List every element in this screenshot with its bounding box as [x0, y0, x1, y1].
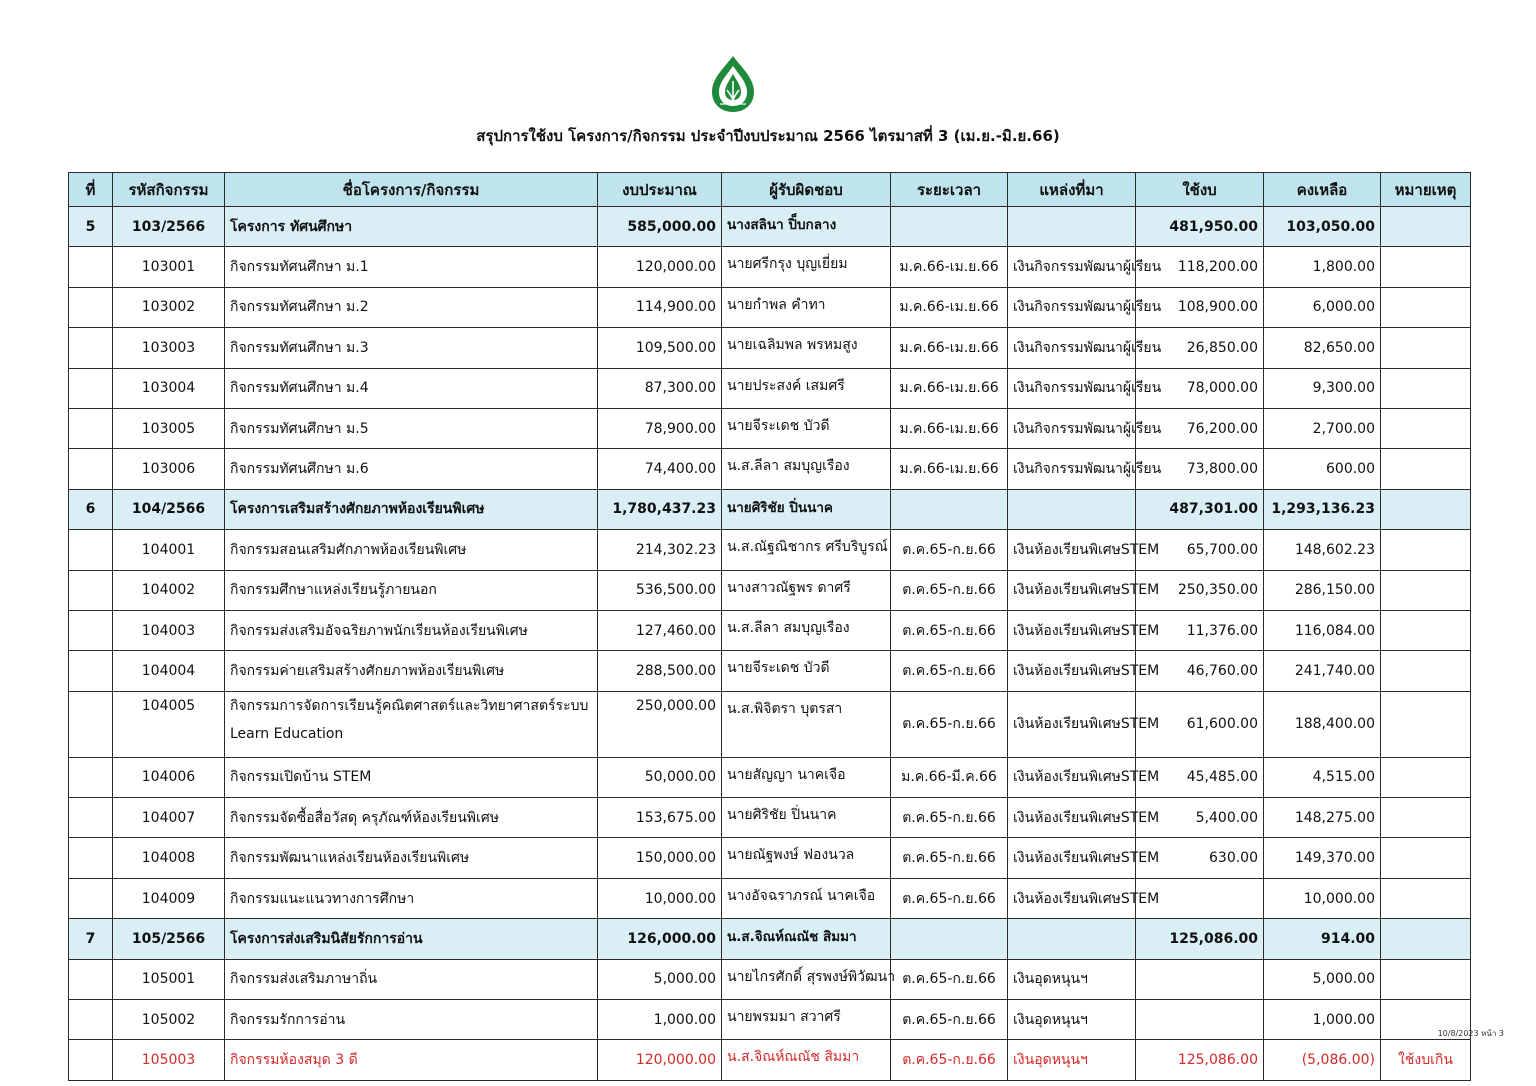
cell-source: เงินกิจกรรมพัฒนาผู้เรียน [1008, 287, 1136, 327]
cell-code: 104001 [113, 530, 225, 570]
cell-budget: 153,675.00 [598, 798, 722, 838]
header-code: รหัสกิจกรรม [113, 173, 225, 207]
header-name: ชื่อโครงการ/กิจกรรม [225, 173, 598, 207]
cell-no [69, 838, 113, 878]
cell-period: ต.ค.65-ก.ย.66 [891, 1000, 1008, 1040]
cell-remaining: 914.00 [1264, 919, 1381, 959]
cell-note [1381, 838, 1471, 878]
cell-source: เงินห้องเรียนพิเศษSTEM [1008, 878, 1136, 918]
cell-budget: 114,900.00 [598, 287, 722, 327]
cell-budget: 288,500.00 [598, 651, 722, 691]
cell-note [1381, 287, 1471, 327]
cell-period: ต.ค.65-ก.ย.66 [891, 959, 1008, 999]
cell-no [69, 530, 113, 570]
cell-budget: 1,000.00 [598, 1000, 722, 1040]
cell-note [1381, 207, 1471, 247]
cell-period: ม.ค.66-เม.ย.66 [891, 408, 1008, 448]
cell-no [69, 959, 113, 999]
cell-responsible: น.ส.ณัฐณิชากร ศรีบริบูรณ์ [722, 530, 891, 570]
cell-no [69, 878, 113, 918]
cell-source: เงินห้องเรียนพิเศษSTEM [1008, 570, 1136, 610]
cell-budget: 536,500.00 [598, 570, 722, 610]
cell-responsible: นายศรีกรุง บุญเยี่ยม [722, 247, 891, 287]
cell-code: 104/2566 [113, 489, 225, 529]
cell-note: ใช้งบเกิน [1381, 1040, 1471, 1080]
cell-responsible: นายสัญญา นาคเจือ [722, 757, 891, 797]
cell-budget: 150,000.00 [598, 838, 722, 878]
cell-name: กิจกรรมทัศนศึกษา ม.1 [225, 247, 598, 287]
activity-row [69, 798, 1471, 838]
cell-note [1381, 610, 1471, 650]
cell-spent: 78,000.00 [1136, 368, 1264, 408]
cell-name: กิจกรรมทัศนศึกษา ม.4 [225, 368, 598, 408]
cell-note [1381, 449, 1471, 489]
cell-period [891, 919, 1008, 959]
cell-source: เงินกิจกรรมพัฒนาผู้เรียน [1008, 328, 1136, 368]
cell-name: กิจกรรมส่งเสริมอัจฉริยภาพนักเรียนห้องเรียนพิเศษ [225, 610, 598, 650]
cell-code: 103/2566 [113, 207, 225, 247]
cell-spent: 108,900.00 [1136, 287, 1264, 327]
cell-period: ม.ค.66-เม.ย.66 [891, 368, 1008, 408]
cell-period: ต.ค.65-ก.ย.66 [891, 798, 1008, 838]
activity-row [69, 1000, 1471, 1040]
activity-row [69, 651, 1471, 691]
header-budget: งบประมาณ [598, 173, 722, 207]
cell-remaining: 1,293,136.23 [1264, 489, 1381, 529]
cell-responsible: น.ส.จิณห์ณณัช สิมมา [722, 1040, 891, 1080]
activity-row [69, 878, 1471, 918]
cell-note [1381, 878, 1471, 918]
cell-budget: 50,000.00 [598, 757, 722, 797]
cell-budget: 127,460.00 [598, 610, 722, 650]
cell-note [1381, 408, 1471, 448]
cell-responsible: นายประสงค์ เสมศรี [722, 368, 891, 408]
cell-period: ม.ค.66-มี.ค.66 [891, 757, 1008, 797]
cell-spent: 65,700.00 [1136, 530, 1264, 570]
cell-spent: 118,200.00 [1136, 247, 1264, 287]
activity-row [69, 959, 1471, 999]
cell-remaining: 116,084.00 [1264, 610, 1381, 650]
cell-remaining: 600.00 [1264, 449, 1381, 489]
cell-spent [1136, 959, 1264, 999]
cell-name: กิจกรรมเปิดบ้าน STEM [225, 757, 598, 797]
cell-source: เงินอุดหนุนฯ [1008, 959, 1136, 999]
cell-code: 103002 [113, 287, 225, 327]
cell-budget: 214,302.23 [598, 530, 722, 570]
cell-budget: 87,300.00 [598, 368, 722, 408]
cell-no [69, 1040, 113, 1080]
cell-period: ม.ค.66-เม.ย.66 [891, 287, 1008, 327]
cell-no [69, 1000, 113, 1040]
cell-no: 6 [69, 489, 113, 529]
cell-remaining: (5,086.00) [1264, 1040, 1381, 1080]
cell-code: 105003 [113, 1040, 225, 1080]
cell-name: กิจกรรมทัศนศึกษา ม.6 [225, 449, 598, 489]
cell-remaining: 286,150.00 [1264, 570, 1381, 610]
cell-note [1381, 691, 1471, 757]
cell-remaining: 5,000.00 [1264, 959, 1381, 999]
cell-budget: 10,000.00 [598, 878, 722, 918]
cell-note [1381, 570, 1471, 610]
project-row [69, 489, 1471, 529]
cell-spent: 46,760.00 [1136, 651, 1264, 691]
cell-name: โครงการส่งเสริมนิสัยรักการอ่าน [225, 919, 598, 959]
cell-source: เงินห้องเรียนพิเศษSTEM [1008, 757, 1136, 797]
project-row [69, 207, 1471, 247]
cell-no [69, 287, 113, 327]
cell-no: 7 [69, 919, 113, 959]
cell-note [1381, 651, 1471, 691]
header-period: ระยะเวลา [891, 173, 1008, 207]
activity-row [69, 1040, 1471, 1080]
cell-budget: 5,000.00 [598, 959, 722, 999]
cell-spent: 125,086.00 [1136, 919, 1264, 959]
cell-responsible: นางสลินา ปิ็บกลาง [722, 207, 891, 247]
cell-responsible: นายจีระเดช บัวดี [722, 408, 891, 448]
page-footer: 10/8/2023 หน้า 3 [1437, 1029, 1504, 1038]
cell-no [69, 368, 113, 408]
cell-note [1381, 530, 1471, 570]
cell-name: โครงการเสริมสร้างศักยภาพห้องเรียนพิเศษ [225, 489, 598, 529]
cell-name: โครงการ ทัศนศึกษา [225, 207, 598, 247]
cell-remaining: 149,370.00 [1264, 838, 1381, 878]
cell-code: 104003 [113, 610, 225, 650]
cell-spent: 11,376.00 [1136, 610, 1264, 650]
school-lotus-logo-icon [706, 54, 760, 114]
cell-source [1008, 489, 1136, 529]
cell-period [891, 207, 1008, 247]
cell-name: กิจกรรมทัศนศึกษา ม.5 [225, 408, 598, 448]
cell-period: ต.ค.65-ก.ย.66 [891, 878, 1008, 918]
cell-code: 103004 [113, 368, 225, 408]
cell-responsible: นางอัจฉราภรณ์ นาคเจือ [722, 878, 891, 918]
cell-code: 104004 [113, 651, 225, 691]
cell-note [1381, 368, 1471, 408]
header-note: หมายเหตุ [1381, 173, 1471, 207]
cell-spent: 125,086.00 [1136, 1040, 1264, 1080]
cell-remaining: 6,000.00 [1264, 287, 1381, 327]
cell-responsible: นายจีระเดช บัวดี [722, 651, 891, 691]
cell-responsible: น.ส.พิจิตรา บุตรสา [722, 691, 891, 757]
activity-row [69, 570, 1471, 610]
cell-source: เงินห้องเรียนพิเศษSTEM [1008, 530, 1136, 570]
cell-source: เงินกิจกรรมพัฒนาผู้เรียน [1008, 247, 1136, 287]
cell-responsible: นางสาวณัฐพร ดาศรี [722, 570, 891, 610]
cell-responsible: น.ส.ลีลา สมบุญเรือง [722, 610, 891, 650]
cell-period: ต.ค.65-ก.ย.66 [891, 610, 1008, 650]
cell-source [1008, 207, 1136, 247]
cell-remaining: 148,275.00 [1264, 798, 1381, 838]
cell-name: กิจกรรมพัฒนาแหล่งเรียนห้องเรียนพิเศษ [225, 838, 598, 878]
activity-row [69, 610, 1471, 650]
cell-period: ต.ค.65-ก.ย.66 [891, 570, 1008, 610]
cell-remaining: 82,650.00 [1264, 328, 1381, 368]
cell-source: เงินกิจกรรมพัฒนาผู้เรียน [1008, 449, 1136, 489]
cell-spent: 76,200.00 [1136, 408, 1264, 448]
cell-period: ต.ค.65-ก.ย.66 [891, 691, 1008, 757]
cell-note [1381, 328, 1471, 368]
cell-period: ต.ค.65-ก.ย.66 [891, 838, 1008, 878]
cell-source: เงินอุดหนุนฯ [1008, 1040, 1136, 1080]
header-source: แหล่งที่มา [1008, 173, 1136, 207]
cell-note [1381, 919, 1471, 959]
cell-spent [1136, 1000, 1264, 1040]
cell-name: กิจกรรมค่ายเสริมสร้างศักยภาพห้องเรียนพิเศษ [225, 651, 598, 691]
cell-name: กิจกรรมการจัดการเรียนรู้คณิตศาสตร์และวิทยาศาสตร์ระบบ Learn Education [225, 691, 598, 757]
cell-source: เงินห้องเรียนพิเศษSTEM [1008, 798, 1136, 838]
cell-spent: 26,850.00 [1136, 328, 1264, 368]
cell-name: กิจกรรมแนะแนวทางการศึกษา [225, 878, 598, 918]
activity-row [69, 328, 1471, 368]
cell-no [69, 570, 113, 610]
cell-responsible: นายเฉลิมพล พรหมสูง [722, 328, 891, 368]
cell-no [69, 328, 113, 368]
cell-spent: 5,400.00 [1136, 798, 1264, 838]
cell-code: 103003 [113, 328, 225, 368]
cell-code: 104002 [113, 570, 225, 610]
header-responsible: ผู้รับผิดชอบ [722, 173, 891, 207]
cell-no [69, 449, 113, 489]
cell-remaining: 148,602.23 [1264, 530, 1381, 570]
cell-code: 104009 [113, 878, 225, 918]
cell-source: เงินห้องเรียนพิเศษSTEM [1008, 610, 1136, 650]
cell-code: 105001 [113, 959, 225, 999]
activity-row [69, 757, 1471, 797]
cell-name: กิจกรรมทัศนศึกษา ม.3 [225, 328, 598, 368]
cell-spent: 45,485.00 [1136, 757, 1264, 797]
cell-no [69, 247, 113, 287]
cell-note [1381, 247, 1471, 287]
cell-code: 104006 [113, 757, 225, 797]
cell-source: เงินกิจกรรมพัฒนาผู้เรียน [1008, 368, 1136, 408]
cell-code: 103006 [113, 449, 225, 489]
cell-budget: 78,900.00 [598, 408, 722, 448]
cell-budget: 250,000.00 [598, 691, 722, 757]
cell-spent: 61,600.00 [1136, 691, 1264, 757]
cell-period [891, 489, 1008, 529]
cell-budget: 1,780,437.23 [598, 489, 722, 529]
cell-source: เงินกิจกรรมพัฒนาผู้เรียน [1008, 408, 1136, 448]
cell-responsible: นายศิริชัย ปิ่นนาค [722, 489, 891, 529]
cell-budget: 74,400.00 [598, 449, 722, 489]
cell-spent: 630.00 [1136, 838, 1264, 878]
activity-row [69, 247, 1471, 287]
cell-remaining: 4,515.00 [1264, 757, 1381, 797]
cell-code: 105002 [113, 1000, 225, 1040]
cell-source: เงินห้องเรียนพิเศษSTEM [1008, 651, 1136, 691]
activity-row [69, 838, 1471, 878]
cell-period: ต.ค.65-ก.ย.66 [891, 530, 1008, 570]
cell-remaining: 2,700.00 [1264, 408, 1381, 448]
activity-row [69, 408, 1471, 448]
activity-row [69, 530, 1471, 570]
cell-code: 104005 [113, 691, 225, 757]
cell-no [69, 651, 113, 691]
cell-remaining: 1,000.00 [1264, 1000, 1381, 1040]
cell-note [1381, 798, 1471, 838]
header-spent: ใช้งบ [1136, 173, 1264, 207]
cell-name: กิจกรรมทัศนศึกษา ม.2 [225, 287, 598, 327]
cell-no [69, 691, 113, 757]
header-remaining: คงเหลือ [1264, 173, 1381, 207]
cell-code: 104007 [113, 798, 225, 838]
cell-remaining: 103,050.00 [1264, 207, 1381, 247]
cell-no [69, 757, 113, 797]
cell-remaining: 241,740.00 [1264, 651, 1381, 691]
cell-responsible: นายศิริชัย ปิ่นนาค [722, 798, 891, 838]
cell-no: 5 [69, 207, 113, 247]
cell-name: กิจกรรมศึกษาแหล่งเรียนรู้ภายนอก [225, 570, 598, 610]
cell-period: ม.ค.66-เม.ย.66 [891, 449, 1008, 489]
cell-budget: 585,000.00 [598, 207, 722, 247]
cell-no [69, 408, 113, 448]
cell-period: ต.ค.65-ก.ย.66 [891, 651, 1008, 691]
cell-note [1381, 757, 1471, 797]
cell-spent: 481,950.00 [1136, 207, 1264, 247]
cell-budget: 120,000.00 [598, 247, 722, 287]
cell-period: ม.ค.66-เม.ย.66 [891, 247, 1008, 287]
table-body [69, 207, 1471, 1081]
cell-name: กิจกรรมสอนเสริมศักภาพห้องเรียนพิเศษ [225, 530, 598, 570]
cell-source [1008, 919, 1136, 959]
cell-budget: 109,500.00 [598, 328, 722, 368]
cell-code: 105/2566 [113, 919, 225, 959]
cell-remaining: 9,300.00 [1264, 368, 1381, 408]
cell-name: กิจกรรมรักการอ่าน [225, 1000, 598, 1040]
cell-name: กิจกรรมห้องสมุด 3 ดี [225, 1040, 598, 1080]
cell-code: 104008 [113, 838, 225, 878]
header-no: ที่ [69, 173, 113, 207]
cell-period: ต.ค.65-ก.ย.66 [891, 1040, 1008, 1080]
cell-note [1381, 489, 1471, 529]
cell-code: 103001 [113, 247, 225, 287]
cell-no [69, 610, 113, 650]
cell-source: เงินห้องเรียนพิเศษSTEM [1008, 691, 1136, 757]
cell-budget: 126,000.00 [598, 919, 722, 959]
cell-name: กิจกรรมจัดซื้อสื่อวัสดุ ครุภัณฑ์ห้องเรียนพิเศษ [225, 798, 598, 838]
cell-note [1381, 959, 1471, 999]
budget-summary-table [68, 172, 1471, 1081]
project-row [69, 919, 1471, 959]
cell-no [69, 798, 113, 838]
page-title: สรุปการใช้งบ โครงการ/กิจกรรม ประจำปีงบประมาณ 2566 ไตรมาสที่ 3 (เม.ย.-มิ.ย.66) [476, 127, 1060, 145]
cell-remaining: 10,000.00 [1264, 878, 1381, 918]
activity-row [69, 287, 1471, 327]
cell-code: 103005 [113, 408, 225, 448]
cell-responsible: น.ส.จิณห์ณณัช สิมมา [722, 919, 891, 959]
cell-responsible: นายกำพล คำทา [722, 287, 891, 327]
cell-remaining: 1,800.00 [1264, 247, 1381, 287]
cell-responsible: น.ส.ลีลา สมบุญเรือง [722, 449, 891, 489]
cell-responsible: นายไกรศักดิ์ สุรพงษ์พิวัฒนา [722, 959, 891, 999]
cell-spent: 487,301.00 [1136, 489, 1264, 529]
cell-responsible: นายณัฐพงษ์ ฟองนวล [722, 838, 891, 878]
activity-row [69, 368, 1471, 408]
cell-spent: 73,800.00 [1136, 449, 1264, 489]
cell-source: เงินห้องเรียนพิเศษSTEM [1008, 838, 1136, 878]
cell-period: ม.ค.66-เม.ย.66 [891, 328, 1008, 368]
table-header-row [69, 173, 1471, 207]
activity-row [69, 691, 1471, 757]
cell-source: เงินอุดหนุนฯ [1008, 1000, 1136, 1040]
cell-budget: 120,000.00 [598, 1040, 722, 1080]
cell-remaining: 188,400.00 [1264, 691, 1381, 757]
cell-responsible: นายพรมมา สวาศรี [722, 1000, 891, 1040]
activity-row [69, 449, 1471, 489]
cell-spent: 250,350.00 [1136, 570, 1264, 610]
cell-name: กิจกรรมส่งเสริมภาษาถิ่น [225, 959, 598, 999]
